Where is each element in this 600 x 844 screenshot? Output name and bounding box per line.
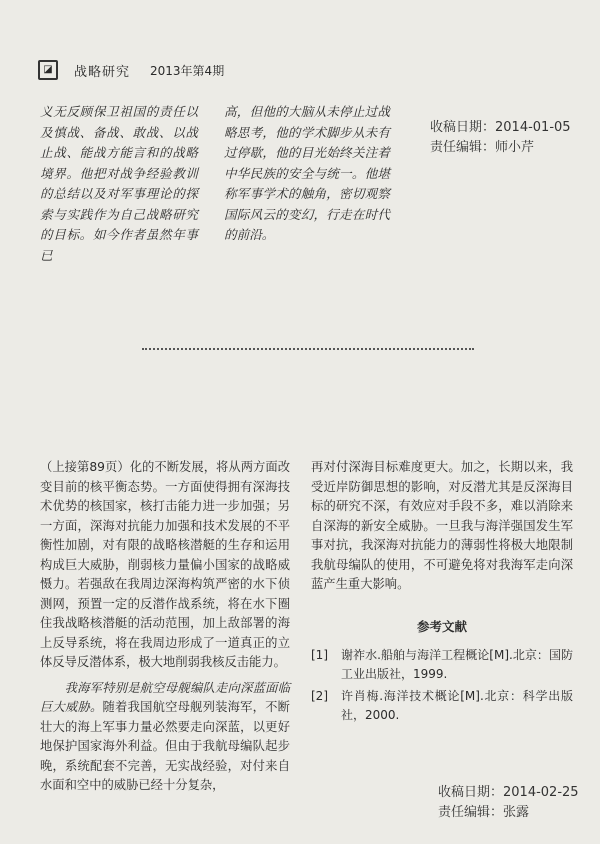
bottom-article-meta	[438, 783, 579, 823]
reference-text: 谢祚水.船舶与海洋工程概论[M].北京：国防工业出版社，1999.	[341, 648, 573, 681]
journal-logo-icon: ◪	[38, 60, 58, 80]
paragraph-2-lead: 我海军特别是航空母舰编队走向深蓝面临巨大威胁。	[40, 680, 290, 714]
paragraph-2	[40, 679, 290, 796]
page-header	[38, 60, 224, 80]
top-column-2: 高，但他的大脑从未停止过战略思考，他的学术脚步从未有过停歇，他的目光始终关注着中华民族的安全与统一。他堪称军事学术的触角，密切观察国际风云的变幻，行走在时代的前沿。	[224, 104, 390, 242]
responsible-editor: 责任编辑：张露	[438, 805, 530, 820]
article-column-2	[311, 458, 573, 728]
paragraph-2-body: 随着我国航空母舰列装海军，不断壮大的海上军事力量必然要走向深蓝，以更好地保护国家海外利益。但由于我航母编队起步晚，系统配套不完善，无实战经验，对付来自水面和空中的威胁已经十分复杂，	[40, 700, 290, 792]
issue-number: 2013年第4期	[150, 63, 225, 78]
top-article-meta	[430, 118, 571, 158]
reference-text: 许肖梅.海洋技术概论[M].北京：科学出版社，2000.	[341, 689, 573, 722]
paragraph-3: 再对付深海目标难度更大。加之，长期以来，我受近岸防御思想的影响，对反潜尤其是反深海目标的研究不深，有效应对手段不多，难以消除来自深海的新安全威胁。一旦我与海洋强国发生军事对抗，我深海对抗能力的薄弱性将极大地限制我航母编队的使用，不可避免将对我海军走向深蓝产生重大影响。	[311, 460, 573, 591]
reference-number: [1]	[311, 648, 328, 662]
reference-number: [2]	[311, 689, 328, 703]
references-title: 参考文献	[416, 618, 467, 634]
received-date: 收稿日期：2014-01-05	[430, 120, 571, 135]
article-column-1	[40, 458, 290, 796]
paragraph-1: （上接第89页）化的不断发展，将从两方面改变目前的核平衡态势。一方面使得拥有深海技术优势的核国家，核打击能力进一步加强；另一方面，深海对抗能力加强和技术发展的不平衡性加剧，对有限的战略核潜艇的生存和运用构成巨大威胁，削弱核力量偏小国家的战略威慑力。若强敌在我周边深海构筑严密的水下侦测网，预置一定的反潜作战系统，将在水下圈住我战略核潜艇的活动范围，加上敌部署的海上反导系统，将在我周边形成了一道真正的立体反导反潜体系，极大地削弱我核反击能力。	[40, 460, 290, 669]
reference-item	[311, 687, 573, 725]
journal-name: 战略研究	[74, 64, 131, 80]
section-divider	[142, 348, 474, 350]
reference-item	[311, 646, 573, 684]
received-date: 收稿日期：2014-02-25	[438, 785, 579, 800]
top-column-1: 义无反顾保卫祖国的责任以及慎战、备战、敢战、以战止战、能战方能言和的战略境界。他把对战争经验教训的总结以及对军事理论的探索与实践作为自己战略研究的目标。如今作者虽然年事已	[40, 104, 198, 263]
responsible-editor: 责任编辑：师小芹	[430, 140, 535, 155]
